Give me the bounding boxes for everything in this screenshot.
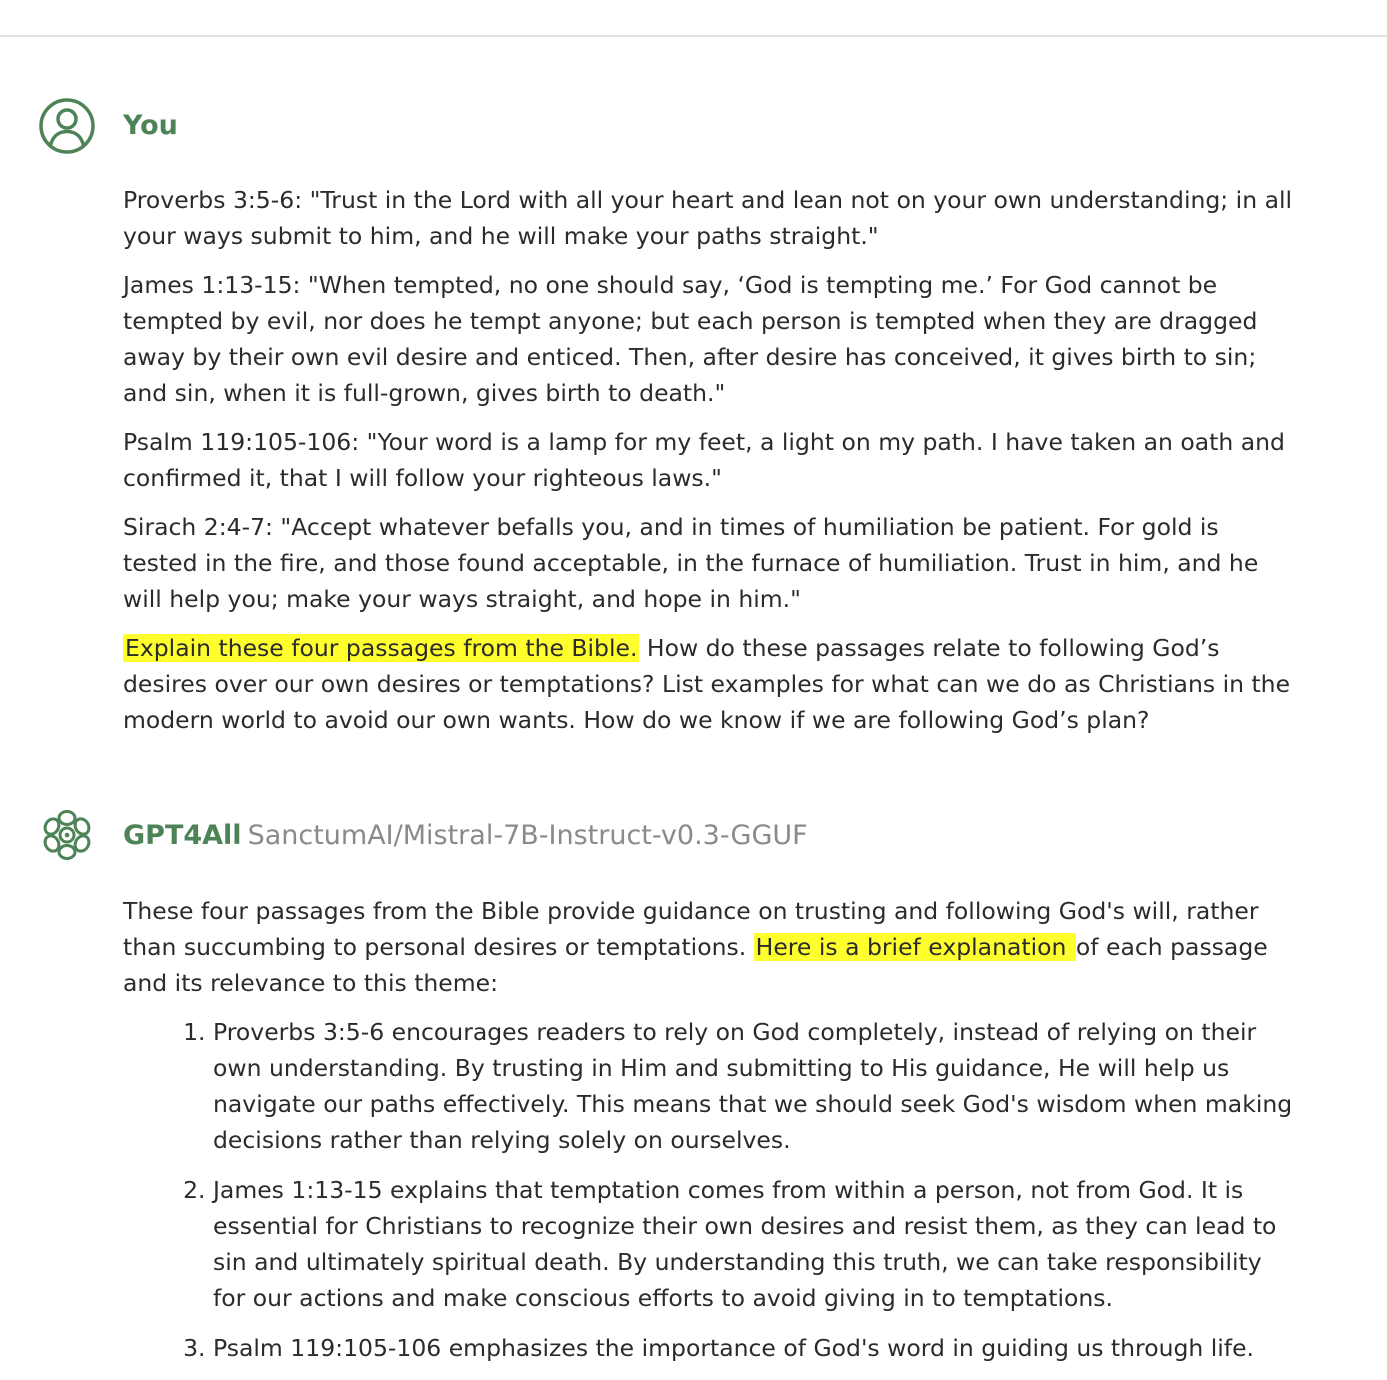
question-text: How do these passages relate to following God’s desires over our own desires or temptations? List examples for what can we do as Christians in the modern world to avoid our own wants. How do we know if we are following God’s plan? xyxy=(123,634,1291,734)
assistant-name: GPT4All xyxy=(123,820,242,851)
user-message-paragraph: Proverbs 3:5-6: "Trust in the Lord with all your heart and lean not on your own understanding; in all your ways submit to him, and he will make your paths straight." xyxy=(123,186,1293,250)
list-item: 1. Proverbs 3:5-6 encourages readers to rely on God completely, instead of relying on their own understanding. By trusting in Him and submitting to His guidance, He will help us navigate our paths effectively. This means that we should seek God's wisdom when making decisions rather than relying solely on ourselves. xyxy=(213,1014,1298,1158)
list-item: 3. Psalm 119:105-106 emphasizes the importance of God's word in guiding us through life. xyxy=(213,1330,1298,1366)
highlighted-text: Here is a brief explanation xyxy=(755,933,1074,961)
user-sender-name: You xyxy=(123,110,178,141)
user-message-paragraph: Psalm 119:105-106: "Your word is a lamp for my feet, a light on my path. I have taken an oath and confirmed it, that I will follow your righteous laws." xyxy=(123,428,1285,492)
model-name: SanctumAI/Mistral-7B-Instruct-v0.3-GGUF xyxy=(247,820,808,851)
answer-list xyxy=(123,1014,1298,1366)
gpt4all-logo-icon xyxy=(38,806,96,864)
assistant-intro-paragraph xyxy=(123,893,1298,1001)
assistant-message-body xyxy=(123,893,1298,1380)
top-divider xyxy=(0,35,1387,37)
user-message-paragraph: Sirach 2:4-7: "Accept whatever befalls you, and in times of humiliation be patient. For gold is tested in the fire, and those found acceptable, in the furnace of humiliation. Trust in him, and he will help you; make your ways straight, and hope in him." xyxy=(123,513,1259,613)
intro-text: These four passages from the Bible provide guidance on trusting and following God's will, rather than succumbing to personal desires or temptations. xyxy=(123,897,1259,961)
user-message-body xyxy=(123,182,1298,751)
highlighted-text: Explain these four passages from the Bible. xyxy=(125,634,638,662)
list-item: 2. James 1:13-15 explains that temptation comes from within a person, not from God. It is essential for Christians to recognize their own desires and resist them, as they can lead to sin and ultimately spiritual death. By understanding this truth, we can take responsibility for our actions and make conscious efforts to avoid giving in to temptations. xyxy=(213,1172,1298,1316)
assistant-sender-name xyxy=(123,820,808,851)
user-message-paragraph: James 1:13-15: "When tempted, no one should say, ‘God is tempting me.’ For God cannot be tempted by evil, nor does he tempt anyone; but each person is tempted when they are dragged away by their own evil desire and enticed. Then, after desire has conceived, it gives birth to sin; and sin, when it is full-grown, gives birth to death." xyxy=(123,271,1258,407)
intro-text-rest: of each passage and its relevance to this theme: xyxy=(123,933,1268,997)
user-avatar-icon xyxy=(38,97,96,155)
user-question-paragraph xyxy=(123,630,1298,738)
